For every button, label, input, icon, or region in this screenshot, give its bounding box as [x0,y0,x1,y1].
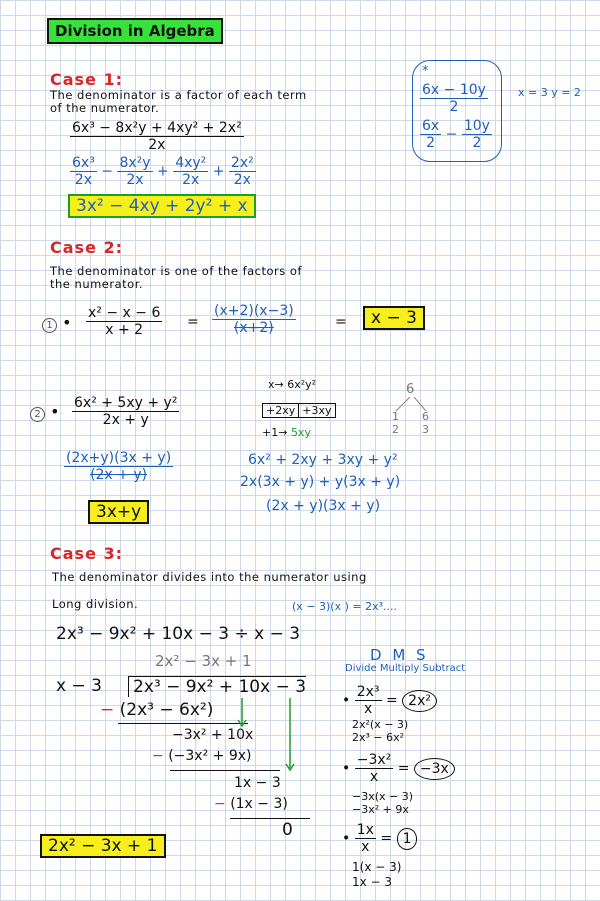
dms-words: Divide Multiply Subtract [345,663,466,674]
term3-num: 4xy² [175,155,207,171]
case3-rem2: 1x − 3 [234,775,281,791]
sub1-sign: − [100,700,115,720]
example2-answer: 3x+y [88,500,149,524]
ex1-factored-den: (x+2) [233,320,274,336]
case1-split-terms: $\frac{\text{6x³}}{2x}$ − $\frac{\text{8x²y}}{2x}$ + $\frac{\text{4xy²}}{2x}$ + $\frac{\text{2x²}}{2x}$ [72,155,254,188]
case1-denominator: 2x [148,137,166,153]
term4-den: 2x [233,172,251,188]
example1-factored [212,303,296,336]
grid-cell-1: +2xy [266,404,296,417]
step2-work2: −3x² + 9x [352,803,409,816]
case3-desc-line1: The denominator divides into the numerator using [52,570,367,584]
tree-l1: 1 [392,410,399,423]
tree-r1: 6 [422,410,429,423]
ex2-factored-num: (2x+y)(3x + y) [66,450,172,466]
step3-result: 1 [397,828,418,850]
grid-bottom-b: 5xy [290,426,311,439]
step2-work1: −3x(x − 3) [352,790,414,803]
grid-bottom [262,426,311,439]
step2-result: −3x [414,758,455,780]
sub3-sign: − [214,796,226,812]
example1-equals: = [187,314,199,330]
grid-box [262,403,336,418]
side-b-num: 10y [463,118,490,134]
case3-problem: 2x³ − 9x² + 10x − 3 ÷ x − 3 [56,624,301,644]
term2-den: 2x [126,172,144,188]
step1-den: x [363,701,373,717]
grid-bottom-a: +1→ [262,426,288,439]
case3-line3 [230,818,310,819]
term1-den: 2x [74,172,92,188]
ex1-factored-num: (x+2)(x−3) [214,303,294,319]
dms-letters: D M S [370,646,429,664]
example1-equals2: = [335,314,347,330]
grid-top-label [268,378,316,391]
case3-sub3 [214,796,288,812]
step1-work2: 2x³ − 6x² [352,731,405,744]
bring-down-arrows [230,696,300,776]
sub2-expr: (−3x² + 9x) [168,748,252,764]
step1: • $\frac{\text{2x³}}{x}$ = 2x² [342,684,437,717]
ex2-factored-den: (2x + y) [90,467,148,483]
step2: • $\frac{\text{−3x²}}{x}$ = −3x [342,752,455,785]
case1-desc-line1: The denominator is a factor of each term [50,88,307,102]
case3-sub1 [100,700,213,720]
step3-work1: 1(x − 3) [352,860,402,874]
side-den: 2 [449,99,459,115]
case3-answer: 2x² − 3x + 1 [40,834,166,858]
example1-label: 1 • [42,313,72,333]
case2-desc-line1: The denominator is one of the factors of [50,264,302,278]
sub2-sign: − [152,748,164,764]
case3-final-remainder: 0 [282,820,293,840]
step1-result: 2x² [402,690,437,712]
case2-heading: Case 2: [50,238,124,257]
side-fraction [420,82,488,115]
case3-line1 [118,723,248,724]
case2-desc-line2: the numerator. [50,277,144,291]
ex2-den: 2x + y [102,412,149,428]
ex1-den: x + 2 [105,322,144,338]
example2-number: 2 [30,407,45,422]
example1-number: 1 [42,318,57,333]
case1-heading: Case 1: [50,70,124,89]
example2-label: 2 • [30,402,60,422]
example2-factored [64,450,173,483]
case3-aside: (x − 3)(x ) = 2x³.... [292,600,398,613]
step3-den: x [361,839,370,855]
step1-num: 2x³ [356,684,380,700]
case1-fraction [70,120,244,153]
ex2-num: 6x² + 5xy + y² [74,395,178,411]
step1-work1: 2x²(x − 3) [352,718,409,731]
case1-answer: 3x² − 4xy + 2y² + x [68,194,256,218]
step3: • $\frac{1x}{x}$ = 1 [342,822,417,855]
example1-answer: x − 3 [363,306,425,330]
grid-cell-2: +3xy [298,404,334,417]
term3-den: 2x [182,172,200,188]
star-icon: * [422,64,429,79]
case3-dividend: 2x³ − 9x² + 10x − 3 [128,676,306,697]
step2-num: −3x² [356,752,392,768]
ex1-num: x² − x − 6 [88,305,161,321]
tree-l2: 2 [392,423,399,436]
case3-quotient: 2x² − 3x + 1 [155,652,252,670]
sub1-expr: (2x³ − 6x²) [119,700,214,720]
case1-desc-line2: of the numerator. [50,101,160,115]
case3-heading: Case 3: [50,544,124,563]
tree-top: 6 [406,382,415,397]
side-a-num: 6x [422,118,440,134]
page-title: Division in Algebra [47,18,223,44]
term1-num: 6x³ [72,155,95,171]
case1-numerator: 6x³ − 8x²y + 4xy² + 2x² [72,120,242,136]
side-num: 6x − 10y [422,82,486,98]
case3-rem1: −3x² + 10x [172,727,254,743]
grid-top: x→ 6x²y² [268,378,317,391]
example1-fraction [86,305,162,338]
step3-work2: 1x − 3 [352,875,393,889]
case3-desc-line2: Long division. [52,597,139,611]
ex2-work-2: 2x(3x + y) + y(3x + y) [240,474,401,490]
term4-num: 2x² [230,155,254,171]
side-values: x = 3 y = 2 [518,86,581,99]
step2-den: x [369,769,379,785]
sub3-expr: (1x − 3) [230,796,288,812]
step3-num: 1x [356,822,374,838]
tree-r2: 3 [422,423,429,436]
side-split: $\frac{6x}{2}$ − $\frac{10y}{2}$ [422,118,490,151]
ex2-work-3: (2x + y)(3x + y) [266,498,381,514]
case3-divisor: x − 3 [56,676,102,696]
example2-fraction [72,395,179,428]
side-a-den: 2 [426,135,436,151]
ex2-work-1: 6x² + 2xy + 3xy + y² [248,452,398,468]
side-b-den: 2 [472,135,482,151]
term2-num: 8x²y [119,155,151,171]
